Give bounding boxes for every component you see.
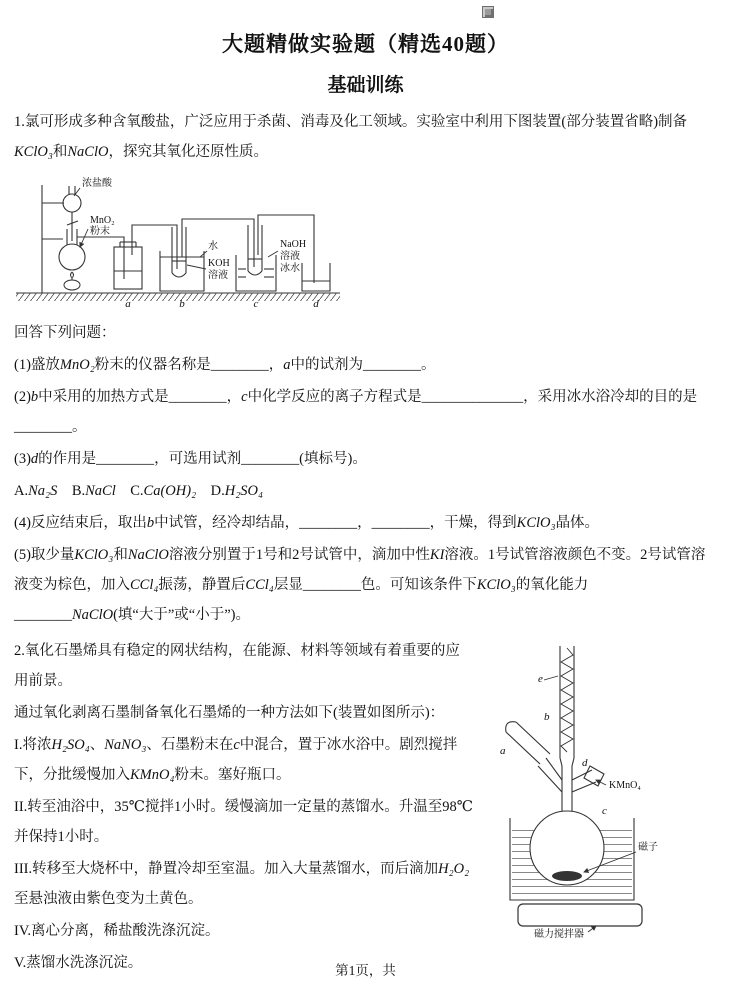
bench-surface	[16, 293, 340, 301]
q2-letter-c: c	[602, 805, 607, 817]
condenser	[560, 646, 574, 814]
water-label: 水	[208, 241, 218, 252]
feed-port-stopper	[572, 766, 604, 792]
side-tube-a	[506, 722, 562, 792]
letter-e-leader	[544, 676, 558, 680]
q2-intro-1: 2.氧化石墨烯具有稳定的网状结构，在能源、材料等领域有着重要的应用前景。	[14, 643, 460, 689]
iron-stand	[42, 185, 64, 293]
kmno4-label: KMnO₄	[609, 780, 641, 791]
q2-step-5: V.蒸馏水洗涤沉淀。	[14, 955, 143, 971]
q2-step-1: I.将浓H₂SO₄、NaNO₃、石墨粉末在c中混合，置于冰水浴中。剧烈搅拌下，分批缓慢加入KMnO₄粉末。塞好瓶口。	[14, 737, 458, 783]
q1-apparatus-diagram	[14, 171, 717, 316]
page-subtitle: 基础训练	[327, 75, 404, 96]
mno2-label-line2: 粉末	[90, 226, 110, 237]
mno2-leader-arrow	[80, 229, 88, 247]
stir-bar-label: 磁子	[638, 842, 658, 853]
magnetic-stirrer-leader-arrow	[588, 926, 596, 932]
page-footer: 第1页，共	[335, 963, 396, 978]
q2-apparatus-svg	[482, 638, 717, 938]
naoh-label-line2: 溶液	[280, 251, 300, 262]
scan-mark-icon	[482, 6, 494, 18]
koh-label-line1: KOH	[208, 258, 230, 269]
magnetic-stirrer-base	[518, 904, 642, 926]
apparatus-letter-d: d	[313, 298, 319, 310]
mno2-label-line1: MnO₂	[90, 215, 115, 226]
koh-leader	[187, 265, 206, 269]
q1-item-4: (4)反应结束后，取出b中试管，经冷却结晶，________，________，干燥，得到KClO₃晶体。	[14, 515, 600, 531]
q2-letter-b: b	[544, 711, 550, 723]
absorption-beaker-d	[302, 263, 330, 291]
apparatus-letter-a: a	[125, 298, 131, 310]
apparatus-letter-c: c	[253, 298, 259, 310]
q1-options: A.Na₂S B.NaCl C.Ca(OH)₂ D.H₂SO₄	[14, 483, 263, 499]
q2-step-3: III.转移至大烧杯中，静置冷却至室温。加入大量蒸馏水，而后滴加H₂O₂至悬浊液由紫色变为土黄色。	[14, 861, 470, 907]
q1-item-5: (5)取少量KClO₃和NaClO溶液分别置于1号和2号试管中，滴加中性KI溶液。1号试管溶液颜色不变。2号试管溶液变为棕色，加入CCl₄振荡，静置后CCl₄层显________色。可知该条件下KClO₃的氧化能力________NaClO(填“大于”或“小于”)。	[14, 547, 706, 623]
q2-section	[14, 636, 717, 980]
water-bath-b	[160, 219, 254, 291]
q1-apparatus-svg	[14, 171, 344, 311]
separating-funnel	[63, 186, 81, 241]
q1-item-1: (1)盛放MnO₂粉末的仪器名称是________，a中的试剂为________。	[14, 357, 436, 373]
q1-item-2: (2)b中采用的加热方式是________，c中化学反应的离子方程式是______________，采用冰水浴冷却的目的是________。	[14, 389, 698, 435]
q2-letter-e: e	[538, 673, 543, 685]
magnetic-stirrer-label: 磁力搅拌器	[534, 929, 584, 938]
q2-step-4: IV.离心分离，稀盐酸洗涤沉淀。	[14, 923, 220, 939]
page-title: 大题精做实验题（精选40题）	[222, 32, 509, 56]
koh-label-line2: 溶液	[208, 270, 228, 281]
q2-letter-d: d	[582, 757, 588, 769]
q1-item-3: (3)d的作用是________，可选用试剂________(填标号)。	[14, 451, 367, 467]
q2-step-2: II.转至油浴中，35℃搅拌1小时。缓慢滴加一定量的蒸馏水。升温至98℃并保持1小时。	[14, 799, 473, 845]
stir-bar	[552, 871, 582, 881]
apparatus-letter-b: b	[179, 298, 185, 310]
q2-intro-2: 通过氧化剥离石墨制备氧化石墨烯的一种方法如下(装置如图所示)：	[14, 705, 445, 721]
q2-text-column	[14, 636, 474, 980]
q2-apparatus-diagram	[482, 636, 717, 943]
q2-letter-a: a	[500, 745, 506, 757]
alcohol-lamp	[64, 272, 80, 290]
q1-intro: 1.氯可形成多种含氧酸盐，广泛应用于杀菌、消毒及化工领域。实验室中利用下图装置(部分装置省略)制备KClO₃和NaClO，探究其氧化还原性质。	[14, 114, 688, 160]
naoh-label-line1: NaOH	[280, 239, 307, 250]
conc-hcl-label: 浓盐酸	[82, 178, 112, 189]
naoh-label-line3: 冰水	[280, 263, 300, 274]
q1-prompt: 回答下列问题：	[14, 325, 116, 341]
